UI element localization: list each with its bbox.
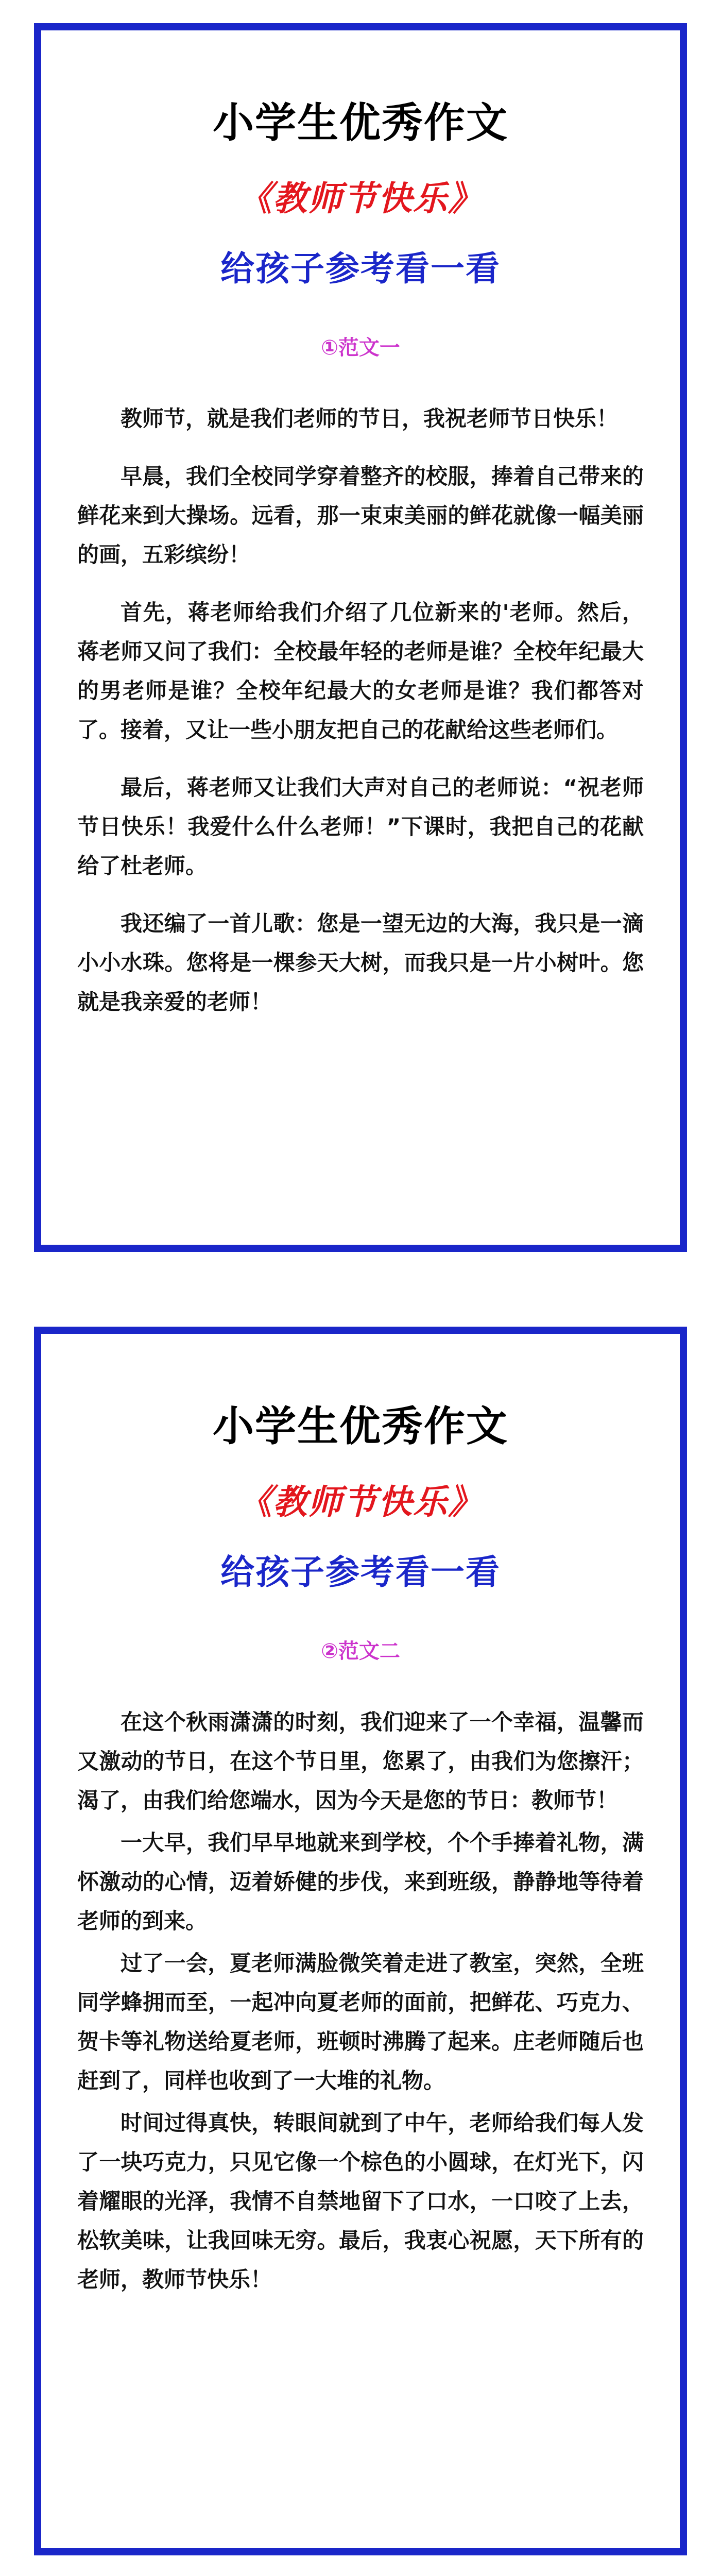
paragraph: 一大早，我们早早地就来到学校，个个手捧着礼物，满怀激动的心情，迈着娇健的步伐，来到班级，静静地等待着老师的到来。: [77, 1830, 644, 1934]
paragraph: 教师节，就是我们老师的节日，我祝老师节日快乐！: [121, 406, 619, 431]
section-label: ②范文二: [321, 1639, 400, 1663]
paragraph: 最后，蒋老师又让我们大声对自己的老师说：“祝老师节日快乐！我爱什么什么老师！”下课时，我把自己的花献给了杜老师。: [77, 775, 644, 878]
essay-subtitle: 《教师节快乐》: [238, 1482, 483, 1522]
essay-subtitle: 《教师节快乐》: [238, 179, 483, 218]
section-label: ①范文一: [321, 336, 400, 360]
paragraph: 在这个秋雨潇潇的时刻，我们迎来了一个幸福，温馨而又激动的节日，在这个节日里，您累了，由我们为您擦汗；渴了，由我们给您端水，因为今天是您的节日：教师节！: [77, 1709, 644, 1813]
paragraph: 我还编了一首儿歌：您是一望无边的大海，我只是一滴小小水珠。您将是一棵参天大树，而我只是一片小树叶。您就是我亲爱的老师！: [77, 911, 644, 1014]
essay-card-1: [34, 23, 687, 1252]
essay-title: 小学生优秀作文: [213, 99, 508, 147]
essay-tagline: 给孩子参考看一看: [220, 249, 501, 289]
paragraph: 时间过得真快，转眼间就到了中午，老师给我们每人发了一块巧克力，只见它像一个棕色的小圆球，在灯光下，闪着耀眼的光泽，我情不自禁地留下了口水，一口咬了上去，松软美味，让我回味无穷。最后，我衷心祝愿，天下所有的老师，教师节快乐！: [77, 2110, 644, 2292]
essay-card-2: [34, 1327, 687, 2555]
paragraph: 早晨，我们全校同学穿着整齐的校服，捧着自己带来的鲜花来到大操场。远看，那一束束美丽的鲜花就像一幅美丽的画，五彩缤纷！: [77, 464, 644, 567]
essay-tagline: 给孩子参考看一看: [220, 1552, 501, 1592]
paragraph: 过了一会，夏老师满脸微笑着走进了教室，突然，全班同学蜂拥而至，一起冲向夏老师的面前，把鲜花、巧克力、贺卡等礼物送给夏老师，班顿时沸腾了起来。庄老师随后也赶到了，同样也收到了一大堆的礼物。: [77, 1951, 644, 2093]
paragraph: 首先，蒋老师给我们介绍了几位新来的'老师。然后，蒋老师又问了我们：全校最年轻的老师是谁？全校年纪最大的男老师是谁？全校年纪最大的女老师是谁？我们都答对了。接着，又让一些小朋友把自己的花献给这些老师们。: [77, 600, 644, 742]
essay-title: 小学生优秀作文: [213, 1402, 508, 1450]
